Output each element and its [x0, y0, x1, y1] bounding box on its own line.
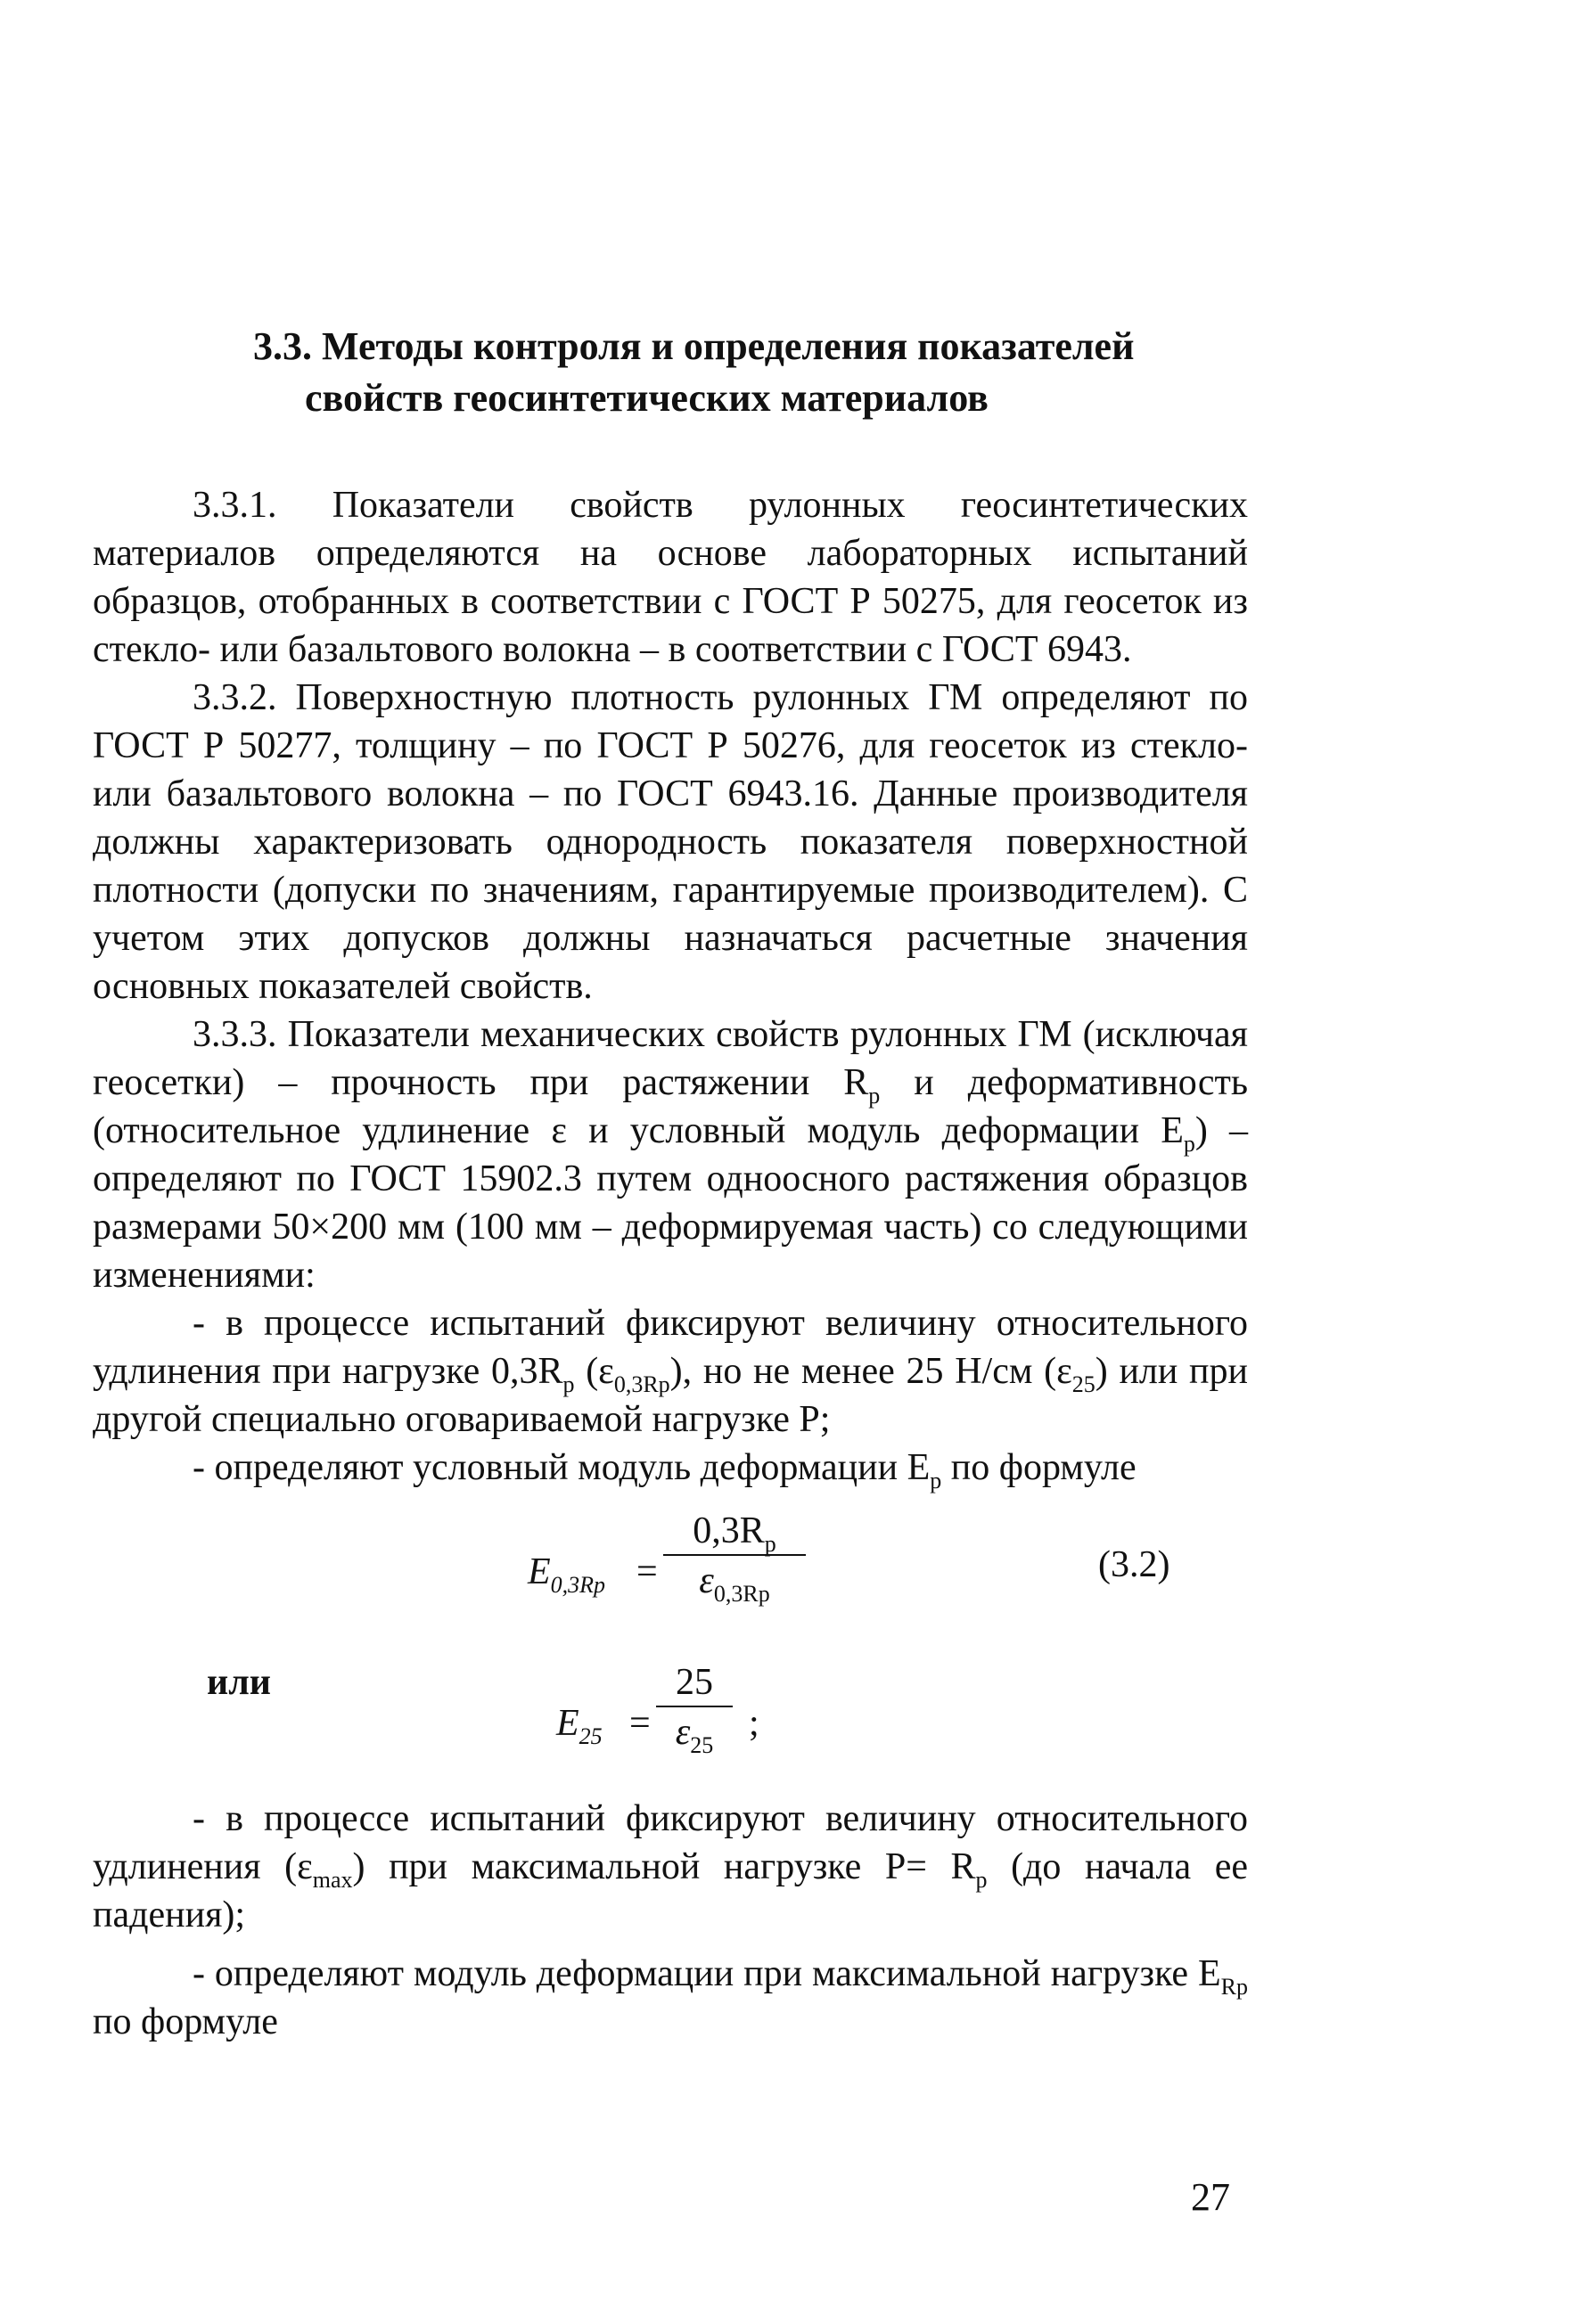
b1-text-d: ) или при другой специально оговариваемой нагрузке P;: [93, 1351, 1249, 1440]
section-title-line2: свойств геосинтетических материалов: [305, 376, 989, 420]
p3-text-a: 3.3.3. Показатели механических свойств рулонных ГМ (исключая геосетки) – прочность при растяжении R: [93, 1014, 1248, 1103]
document-page: [93, 321, 1248, 2046]
b3-text-b: ) при максимальной нагрузке P= R: [352, 1846, 976, 1887]
p3-text-b: и деформативность (относительное удлинение ε и условный модуль деформации E: [93, 1062, 1248, 1151]
b4-sub-rp: Rp: [1220, 1974, 1248, 2000]
b4-text-b: по формуле: [93, 2001, 278, 2042]
b3-sub-max: max: [312, 1867, 353, 1893]
b1-text-c: ), но не менее 25 Н/см (ε: [669, 1351, 1072, 1392]
p3-text-c: ) – определяют по ГОСТ 15902.3 путем одноосного растяжения образцов размерами 50×200 мм (100 мм – деформируемая часть) со следующими изменениями:: [93, 1110, 1248, 1296]
formula2-fraction: [656, 1661, 733, 1758]
section-title-line1: 3.3. Методы контроля и определения показателей: [253, 324, 1135, 368]
b4-text-a: - определяют модуль деформации при максимальной нагрузке E: [193, 1953, 1221, 1994]
formula-3-2: [93, 1501, 1248, 1652]
b2-text-b: по формуле: [941, 1447, 1137, 1488]
formula2-tail: ;: [749, 1703, 759, 1744]
b1-sub-p: р: [562, 1371, 575, 1397]
b1-text-a: - в процессе испытаний фиксируют величину относительного удлинения при нагрузке 0,3R: [93, 1303, 1248, 1392]
formula1-lhs: $E_{0,3Rp}$: [528, 1551, 606, 1598]
formula-e25: [93, 1661, 1248, 1795]
formula2-numerator: 25: [656, 1661, 733, 1707]
formula2-lhs: $E_{25}$: [556, 1703, 603, 1749]
bullet-max-elongation: [93, 1795, 1248, 1939]
formula1-denominator: $\varepsilon_{0,3Rp}$: [699, 1560, 770, 1607]
b3-text-c: (до начала ее падения);: [93, 1846, 1249, 1935]
p3-sub-p: р: [868, 1083, 881, 1109]
bullet-fix-elongation: [93, 1299, 1248, 1444]
paragraph-3-3-3: [93, 1011, 1248, 1299]
formula1-numerator: $0,3R_p$: [663, 1510, 806, 1556]
bullet-conditional-modulus: [93, 1444, 1248, 1492]
b2-sub-p: р: [930, 1468, 942, 1493]
paragraph-3-3-2: 3.3.2. Поверхностную плотность рулонных ГМ определяют по ГОСТ Р 50277, толщину – по ГОСТ Р 50276, для геосеток из стекло- или базальтового волокна – по ГОСТ 6943.16. Данные производителя должны характеризовать однородность показателя поверхностной плотности (допуски по значениям, гарантируемые производителем). С учетом этих допусков должны назначаться расчетные значения основных показателей свойств.: [93, 677, 1248, 1007]
bullet-max-modulus: [93, 1950, 1248, 2046]
connector-or: или: [207, 1662, 271, 1703]
b1-sub-25: 25: [1071, 1371, 1096, 1397]
paragraph-3-3-1: 3.3.1. Показатели свойств рулонных геосинтетических материалов определяются на основе лабораторных испытаний образцов, отобранных в соответствии с ГОСТ Р 50275, для геосеток из стекло- или базальтового волокна – в соответствии с ГОСТ 6943.: [93, 485, 1248, 670]
b3-text-a: - в процессе испытаний фиксируют величину относительного удлинения (ε: [93, 1798, 1248, 1887]
formula2-equals: =: [629, 1703, 651, 1744]
formula1-fraction: [663, 1510, 806, 1607]
b3-sub-p: р: [975, 1867, 988, 1893]
p3-sub-p2: р: [1183, 1131, 1195, 1157]
b2-text-a: - определяют условный модуль деформации E: [193, 1447, 931, 1488]
formula1-equals: =: [636, 1551, 658, 1592]
page-number: 27: [1191, 2175, 1230, 2219]
b1-text-b: (ε: [574, 1351, 614, 1392]
formula2-denominator: $\varepsilon_{25}$: [675, 1712, 714, 1758]
section-title: [93, 321, 1248, 424]
b1-sub-03rp: 0,3Rp: [613, 1371, 670, 1397]
formula1-number: (3.2): [1098, 1544, 1170, 1585]
